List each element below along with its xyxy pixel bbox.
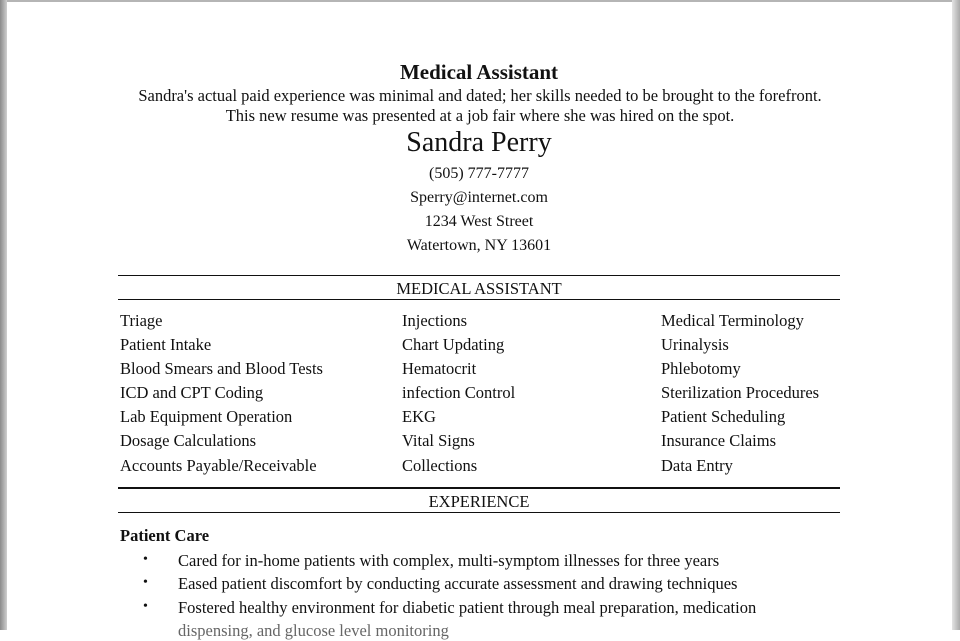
skill-item: EKG — [402, 407, 436, 426]
window-top-edge — [0, 0, 960, 2]
skill-item: Injections — [402, 311, 468, 330]
section-divider — [118, 299, 840, 300]
skill-item: Triage — [120, 311, 163, 330]
skill-item: infection Control — [402, 383, 516, 402]
section-divider — [118, 275, 840, 276]
section-divider — [118, 487, 840, 489]
skill-item: Data Entry — [661, 456, 733, 475]
skills-section-title: MEDICAL ASSISTANT — [396, 279, 562, 298]
experience-bullet: Fostered healthy environment for diabetic patient through meal preparation, medication — [178, 598, 757, 617]
bullet-icon: • — [143, 599, 148, 614]
experience-bullet: Eased patient discomfort by conducting accurate assessment and drawing techniques — [178, 574, 738, 593]
section-divider — [118, 512, 840, 513]
experience-bullet-continuation: dispensing, and glucose level monitoring — [178, 621, 449, 640]
skill-item: Patient Scheduling — [661, 407, 786, 426]
skill-item: Hematocrit — [402, 359, 477, 378]
contact-street: 1234 West Street — [424, 213, 534, 230]
skill-item: Insurance Claims — [661, 431, 777, 450]
contact-city: Watertown, NY 13601 — [406, 237, 552, 254]
window-left-edge — [0, 0, 7, 630]
experience-subheading: Patient Care — [120, 526, 210, 545]
skill-item: Patient Intake — [120, 335, 212, 354]
skill-item: Accounts Payable/Receivable — [120, 456, 317, 475]
skill-item: Lab Equipment Operation — [120, 407, 293, 426]
candidate-name: Sandra Perry — [406, 127, 552, 158]
window-right-edge — [952, 0, 960, 630]
skill-item: Blood Smears and Blood Tests — [120, 359, 323, 378]
skill-item: Chart Updating — [402, 335, 505, 354]
bullet-icon: • — [143, 575, 148, 590]
skill-item: Collections — [402, 456, 478, 475]
skill-item: Sterilization Procedures — [661, 383, 820, 402]
bullet-icon: • — [143, 552, 148, 567]
experience-bullet: Cared for in-home patients with complex, multi-symptom illnesses for three years — [178, 551, 720, 570]
page-title: Medical Assistant — [399, 60, 559, 84]
skill-item: Dosage Calculations — [120, 431, 257, 450]
skill-item: Medical Terminology — [661, 311, 804, 330]
contact-phone: (505) 777-7777 — [429, 165, 529, 182]
skill-item: Urinalysis — [661, 335, 729, 354]
experience-section-title: EXPERIENCE — [428, 492, 530, 511]
skill-item: Phlebotomy — [661, 359, 741, 378]
contact-email: Sperry@internet.com — [410, 189, 548, 206]
skill-item: Vital Signs — [402, 431, 475, 450]
skill-item: ICD and CPT Coding — [120, 383, 264, 402]
page-description: Sandra's actual paid experience was minimal and dated; her skills needed to be brought to the forefront. This new resume was presented at a job fair where she was hired on the spot. — [138, 86, 822, 125]
